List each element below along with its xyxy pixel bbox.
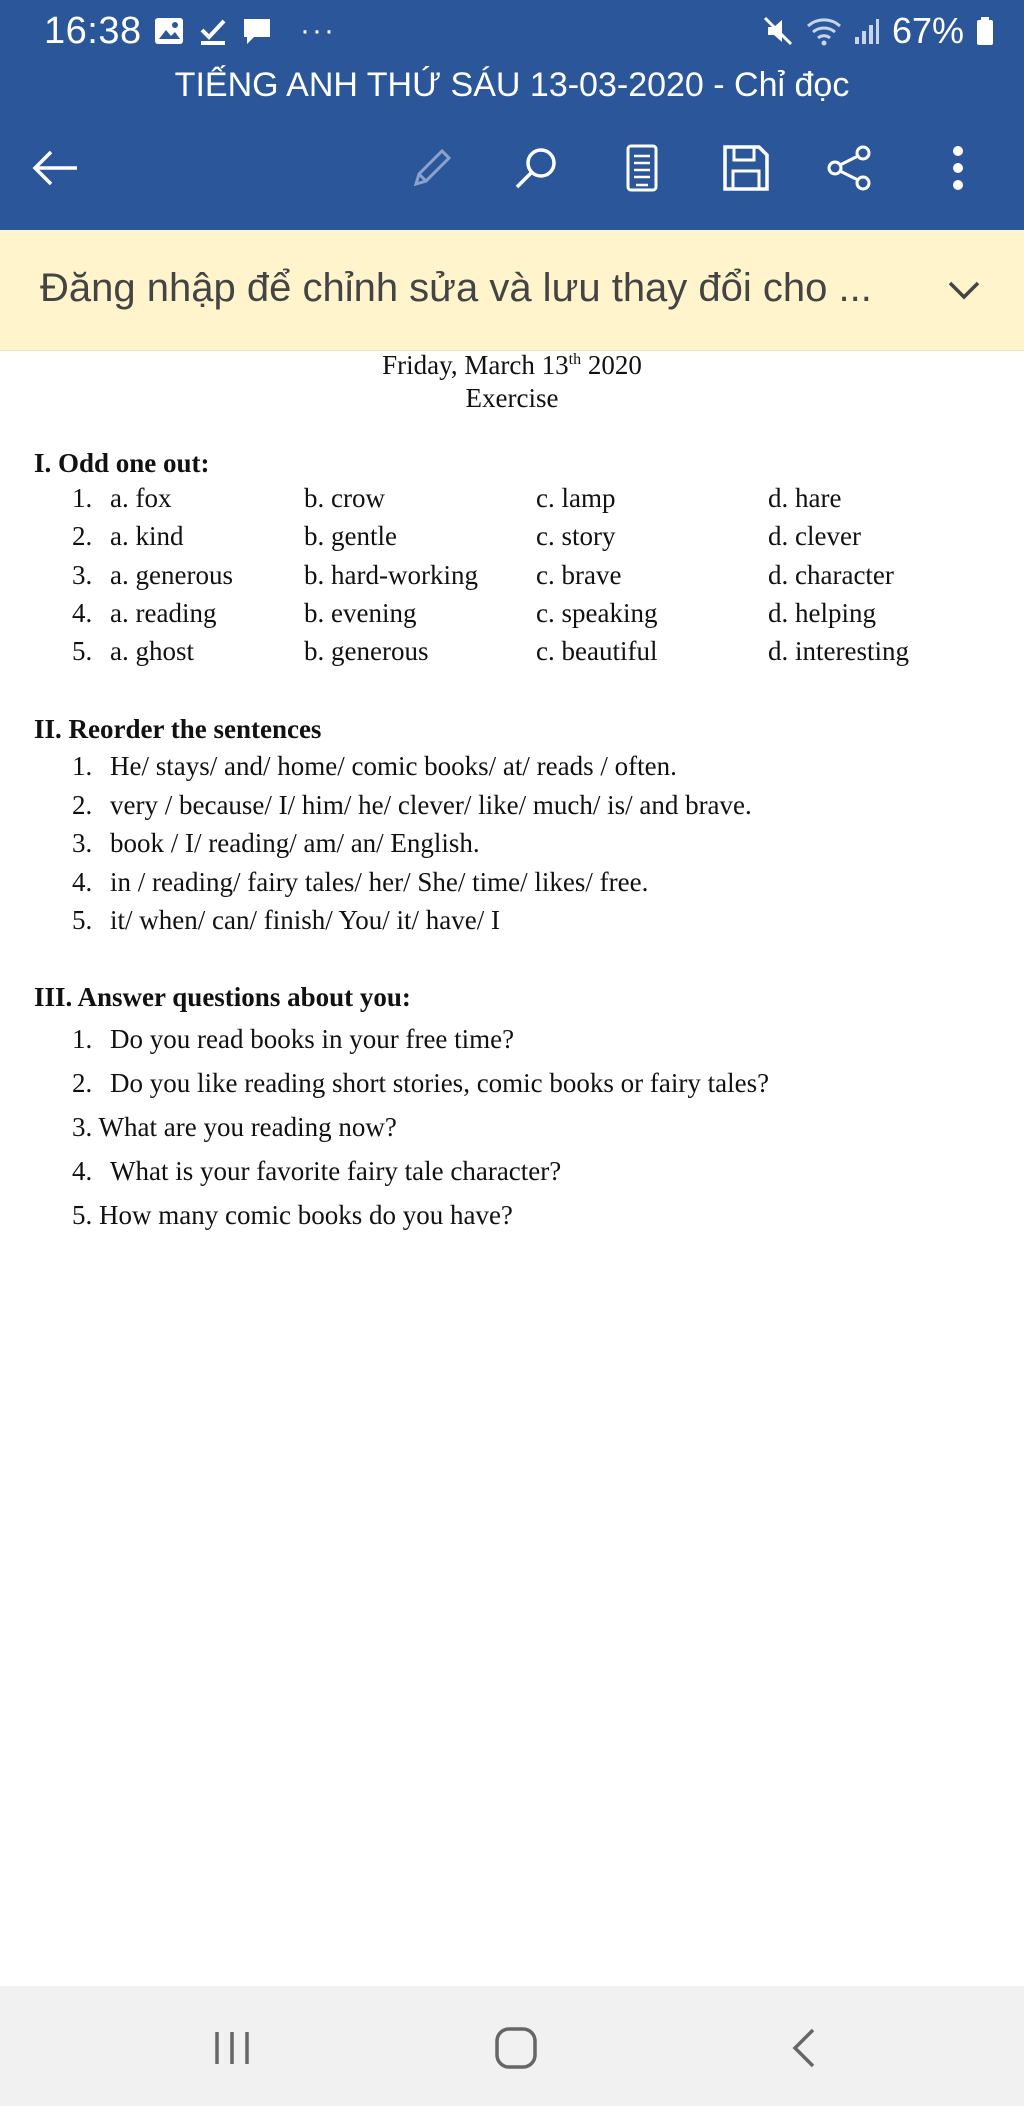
message-icon [242,16,272,46]
search-button[interactable] [504,136,568,200]
save-icon [721,143,771,193]
question-item: 3. What are you reading now? [72,1112,397,1142]
more-vertical-icon [948,143,968,193]
document-title: TIẾNG ANH THỨ SÁU 13-03-2020 - Chỉ đọc [174,66,850,104]
more-options-button[interactable] [926,136,990,200]
save-button[interactable] [714,136,778,200]
section-1-heading: I. Odd one out: [34,448,210,478]
question-item: 1. Do you read books in your free time? [72,1024,515,1054]
back-nav-button[interactable] [764,2016,844,2080]
sign-in-banner-text: Đăng nhập để chỉnh sửa và lưu thay đổi cho ... [40,266,872,310]
battery-percent: 67% [891,10,964,51]
reorder-item: 2. very / because/ I/ him/ he/ clever/ like/ much/ is/ and brave. [72,790,752,820]
notification-icons [154,14,336,48]
status-time: 16:38 [44,10,142,52]
odd-one-out-row: 1. a. fox b. crow c. lamp d. hare [72,483,842,513]
edit-button[interactable] [400,136,464,200]
section-2-heading: II. Reorder the sentences [34,714,322,744]
reorder-item: 3. book / I/ reading/ am/ an/ English. [72,828,480,858]
mobile-view-icon [622,143,662,193]
document-date: Friday, March 13th 2020 [382,350,642,380]
reorder-item: 1. He/ stays/ and/ home/ comic books/ at/ reads / often. [72,751,677,781]
sign-in-banner[interactable] [0,230,1024,351]
back-button[interactable] [24,136,88,200]
odd-one-out-row: 5. a. ghost b. generous c. beautiful d. interesting [72,636,909,666]
reorder-item: 5. it/ when/ can/ finish/ You/ it/ have/ I [72,905,500,935]
system-icons [762,10,994,52]
document-subtitle: Exercise [465,383,559,413]
more-notifications-icon: ··· [300,14,336,47]
app-header [0,0,1024,230]
wifi-icon [806,16,842,46]
search-icon [511,143,561,193]
recent-apps-button[interactable] [192,2016,272,2080]
question-item: 5. How many comic books do you have? [72,1200,513,1230]
question-item: 2. Do you like reading short stories, comic books or fairy tales? [72,1068,770,1098]
toolbar [0,130,1024,210]
share-button[interactable] [818,136,882,200]
arrow-left-icon [31,148,81,188]
chevron-left-icon [789,2026,819,2070]
question-item: 4. What is your favorite fairy tale character? [72,1156,562,1186]
mobile-view-button[interactable] [610,136,674,200]
battery-icon [976,16,994,46]
system-navigation-bar [0,1986,1024,2106]
status-bar [0,0,1024,62]
pencil-icon [408,144,456,192]
banner-expand-button[interactable] [934,260,994,320]
chevron-down-icon [947,279,981,301]
section-3-heading: III. Answer questions about you: [34,982,411,1012]
mute-icon [762,15,794,47]
download-done-icon [198,16,228,46]
signal-icon [854,17,880,45]
share-icon [825,143,875,193]
odd-one-out-row: 3. a. generous b. hard-working c. brave d. character [72,560,894,590]
gallery-icon [154,17,184,45]
home-button[interactable] [476,2016,556,2080]
reorder-item: 4. in / reading/ fairy tales/ her/ She/ time/ likes/ free. [72,867,649,897]
odd-one-out-row: 2. a. kind b. gentle c. story d. clever [72,521,861,551]
recent-apps-icon [211,2028,253,2068]
home-icon [493,2025,539,2071]
odd-one-out-row: 4. a. reading b. evening c. speaking d. helping [72,598,876,628]
